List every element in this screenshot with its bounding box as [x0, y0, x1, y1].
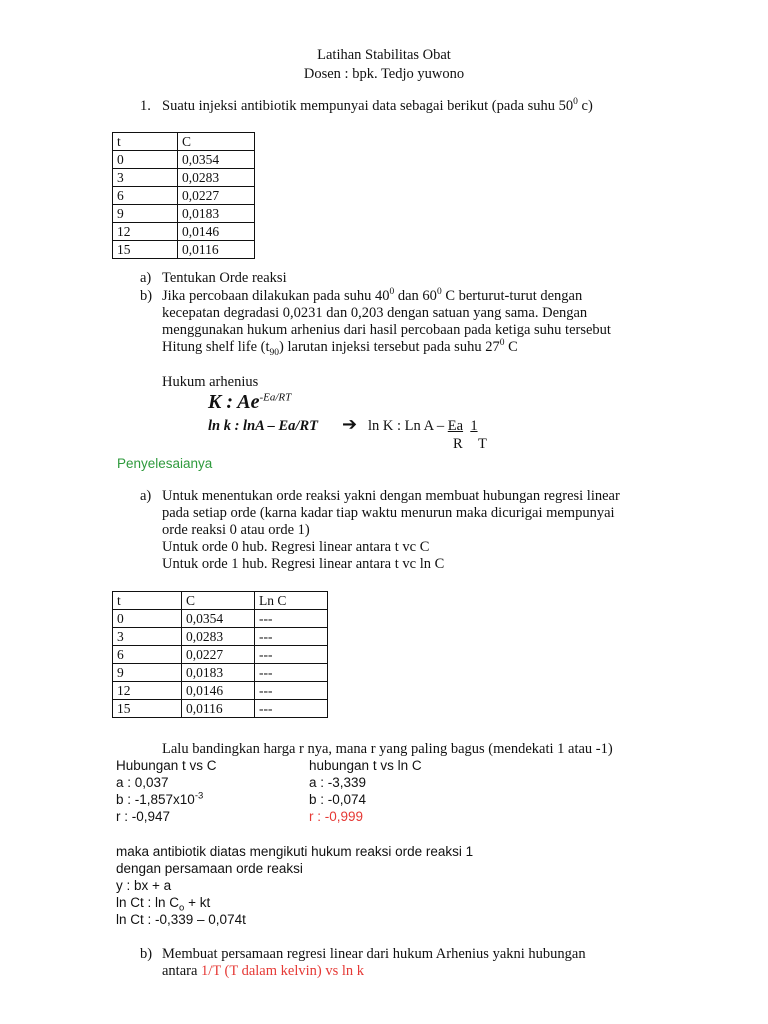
item-b-text: Hitung shelf life (t	[162, 339, 270, 355]
conclusion-line-2: dengan persamaan orde reaksi	[116, 861, 303, 876]
equation-base: K : Ae	[208, 391, 260, 413]
table-header-row	[113, 133, 255, 151]
table-row	[113, 205, 255, 223]
q1-degree-sup: 0	[573, 97, 578, 108]
exponent-sup: -3	[194, 790, 204, 802]
table-cell: ---	[255, 646, 328, 664]
table-row	[113, 646, 328, 664]
part-b-label: b)	[140, 946, 153, 962]
table-header-cell: C	[182, 592, 255, 610]
compare-left-title: Hubungan t vs C	[116, 758, 217, 773]
compare-right-b: b : -0,074	[309, 792, 367, 807]
arrhenius-title: Hukum arhenius	[162, 374, 259, 390]
q1-text-main: Suatu injeksi antibiotik mempunyai data sebagai berikut (pada suhu 50	[162, 98, 574, 114]
table-cell: 0,0354	[178, 151, 255, 169]
table-cell: 15	[113, 241, 178, 259]
table-cell: 3	[113, 169, 178, 187]
item-b-text: C berturut-turut dengan	[441, 288, 583, 304]
fraction-numerator: 1	[470, 418, 478, 434]
fraction-denominator-r: R	[453, 436, 463, 452]
c0-subscript: o	[179, 902, 185, 914]
lecturer-line: Dosen : bpk. Tedjo yuwono	[303, 66, 465, 82]
table-cell: 0,0183	[182, 664, 255, 682]
table-cell: 3	[113, 628, 182, 646]
table-row	[113, 169, 255, 187]
log-equation-text: ln K : Ln A –	[368, 418, 448, 434]
part-b-line-1: Membuat persamaan regresi linear dari hukum Arhenius yakni hubungan	[162, 946, 586, 962]
item-b-text: dan 60	[394, 288, 437, 304]
table-cell: 0	[113, 151, 178, 169]
table-cell: 9	[113, 664, 182, 682]
table-row	[113, 187, 255, 205]
equation-exponent: -Ea/RT	[259, 391, 292, 404]
item-b-label: b)	[140, 288, 153, 304]
log-equation-left	[208, 418, 318, 435]
part-b-highlight: 1/T (T dalam kelvin) vs ln k	[201, 963, 365, 979]
table-row	[113, 700, 328, 718]
compare-intro: Lalu bandingkan harga r nya, mana r yang paling bagus (mendekati 1 atau -1)	[162, 741, 613, 757]
compare-left-b	[116, 791, 203, 808]
q1-text-unit: c)	[577, 98, 593, 114]
table-row	[113, 151, 255, 169]
data-table-2	[112, 591, 328, 718]
item-b-line-4	[162, 339, 518, 356]
t90-subscript: 90	[269, 347, 280, 358]
table-cell: ---	[255, 628, 328, 646]
compare-left-a: a : 0,037	[116, 775, 169, 790]
table-cell: 0,0116	[178, 241, 255, 259]
table-cell: 0,0183	[178, 205, 255, 223]
solution-a-line-2: pada setiap orde (karna kadar tiap waktu menurun maka dicurigai mempunyai	[162, 505, 615, 521]
conclusion-line-1: maka antibiotik diatas mengikuti hukum reaksi orde reaksi 1	[116, 844, 474, 859]
table-row	[113, 223, 255, 241]
table-cell: 0,0354	[182, 610, 255, 628]
degree-sup: 0	[389, 287, 395, 298]
table-row	[113, 628, 328, 646]
item-b-line-2: kecepatan degradasi 0,0231 dan 0,203 dengan satuan yang sama. Dengan	[162, 305, 588, 321]
item-b-line-1	[162, 288, 582, 305]
table-cell: 12	[113, 682, 182, 700]
table-row	[113, 682, 328, 700]
table-header-row	[113, 592, 328, 610]
table-cell: 0,0283	[182, 628, 255, 646]
compare-left-b-text: b : -1,857x10	[116, 792, 195, 807]
conclusion-text: + kt	[184, 895, 211, 910]
arrhenius-equation	[208, 390, 291, 414]
table-header-cell: t	[113, 133, 178, 151]
item-a-label: a)	[140, 270, 152, 286]
solution-a-label: a)	[140, 488, 152, 504]
solution-a-line-5: Untuk orde 1 hub. Regresi linear antara t vc ln C	[162, 556, 445, 572]
solution-a-line-4: Untuk orde 0 hub. Regresi linear antara t vc C	[162, 539, 430, 555]
compare-right-r: r : -0,999	[309, 809, 364, 824]
table-cell: 0,0146	[178, 223, 255, 241]
table-cell: 0,0227	[178, 187, 255, 205]
degree-sup: 0	[499, 338, 505, 349]
compare-right-title: hubungan t vs ln C	[309, 758, 422, 773]
table-cell: 0,0116	[182, 700, 255, 718]
solution-heading: Penyelesaianya	[117, 456, 213, 471]
table-header-cell: Ln C	[255, 592, 328, 610]
solution-a-line-1: Untuk menentukan orde reaksi yakni dengan membuat hubungan regresi linear	[162, 488, 620, 504]
fraction-denominator-t: T	[478, 436, 487, 452]
table-cell: 0,0227	[182, 646, 255, 664]
compare-right-a: a : -3,339	[309, 775, 367, 790]
degree-sup: 0	[436, 287, 442, 298]
table-row	[113, 610, 328, 628]
table-cell: 12	[113, 223, 178, 241]
q1-number: 1.	[140, 98, 151, 114]
table-cell: ---	[255, 700, 328, 718]
table-cell: 0,0283	[178, 169, 255, 187]
solution-a-line-3: orde reaksi 0 atau orde 1)	[162, 522, 310, 538]
conclusion-line-4	[116, 894, 211, 914]
table-cell: 15	[113, 700, 182, 718]
table-cell: 0,0146	[182, 682, 255, 700]
table-cell: ---	[255, 682, 328, 700]
item-b-text: ) larutan injeksi tersebut pada suhu 27	[279, 339, 500, 355]
conclusion-line-3: y : bx + a	[116, 878, 172, 893]
table-row	[113, 241, 255, 259]
table-cell: 9	[113, 205, 178, 223]
conclusion-text: ln Ct : ln C	[116, 895, 180, 910]
item-b-text: Jika percobaan dilakukan pada suhu 40	[162, 288, 390, 304]
conclusion-line-5: ln Ct : -0,339 – 0,074t	[116, 912, 246, 927]
log-equation-right	[368, 418, 478, 435]
item-b-line-3: menggunakan hukum arhenius dari hasil percobaan pada ketiga suhu tersebut	[162, 322, 611, 338]
table-cell: ---	[255, 664, 328, 682]
compare-left-r: r : -0,947	[116, 809, 171, 824]
table-cell: ---	[255, 610, 328, 628]
fraction-numerator: Ea	[447, 418, 464, 434]
part-b-text: antara	[162, 963, 202, 979]
table-cell: 6	[113, 187, 178, 205]
table-header-cell: C	[178, 133, 255, 151]
item-b-text: C	[504, 339, 518, 355]
part-b-line-2	[162, 963, 364, 980]
q1-text	[162, 98, 593, 115]
item-a-text: Tentukan Orde reaksi	[162, 270, 287, 286]
table-header-cell: t	[113, 592, 182, 610]
table-cell: 0	[113, 610, 182, 628]
arrow-icon: ➔	[342, 414, 358, 435]
log-equation-text: ln k : lnA – Ea/RT	[208, 418, 318, 434]
table-cell: 6	[113, 646, 182, 664]
table-row	[113, 664, 328, 682]
data-table-1	[112, 132, 255, 259]
document-title: Latihan Stabilitas Obat	[317, 47, 451, 63]
